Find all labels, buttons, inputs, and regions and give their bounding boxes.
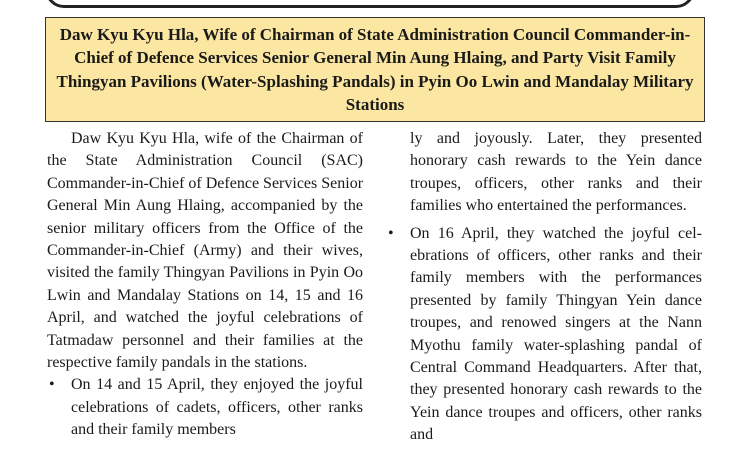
continued-paragraph: ly and joyously. Later, they presented honorary cash rewards to the Yein dance troupes, officers, other ranks and their families who entertained the performances. bbox=[410, 130, 702, 215]
bullet-list-left bbox=[47, 374, 363, 441]
article-title-box bbox=[45, 17, 705, 122]
bullet-list-right bbox=[386, 223, 702, 447]
article-title: Daw Kyu Kyu Hla, Wife of Chairman of State Administration Council Commander-in-Chief of Defence Services Senior General Min Aung Hlaing, and Party Visit Family Thingyan Pavilions (Water-Splashing Pandals) in Pyin Oo Lwin and Mandalay Military Stations bbox=[56, 24, 694, 114]
bullet-text: On 14 and 15 April, they enjoyed the joyful celebrations of cadets, officers, other ranks and their family members bbox=[71, 376, 363, 439]
intro-paragraph: Daw Kyu Kyu Hla, wife of the Chairman of the State Administration Council (SAC) Commander-in-Chief of Defence Services Senior General Min Aung Hlaing, accompanied by the senior military officers from the Office of the Commander-in-Chief (Army) and their wives, visited the family Thingyan Pavilions in Pyin Oo Lwin and Mandalay Stations on 14, 15 and 16 April, and watched the joyful celebrations of Tatmadaw personnel and their families at the respective family pandals in the stations. bbox=[47, 130, 364, 372]
top-decorative-frame bbox=[45, 0, 695, 8]
right-column bbox=[386, 128, 702, 447]
bullet-icon: • bbox=[388, 224, 394, 242]
bullet-icon: • bbox=[49, 376, 55, 394]
left-column bbox=[47, 128, 363, 442]
bullet-text: On 16 April, they watched the joyful celebrations of officers, other ranks and their family members with the performances presented by family Thingyan Yein dance troupes, and renowed singers at the Nann Myothu family water-splashing pandal of Central Command Headquarters. After that, they presented honorary cash rewards to the Yein dance troupes and officers, other ranks and bbox=[410, 224, 702, 444]
list-item bbox=[386, 223, 702, 447]
list-item bbox=[47, 374, 363, 441]
